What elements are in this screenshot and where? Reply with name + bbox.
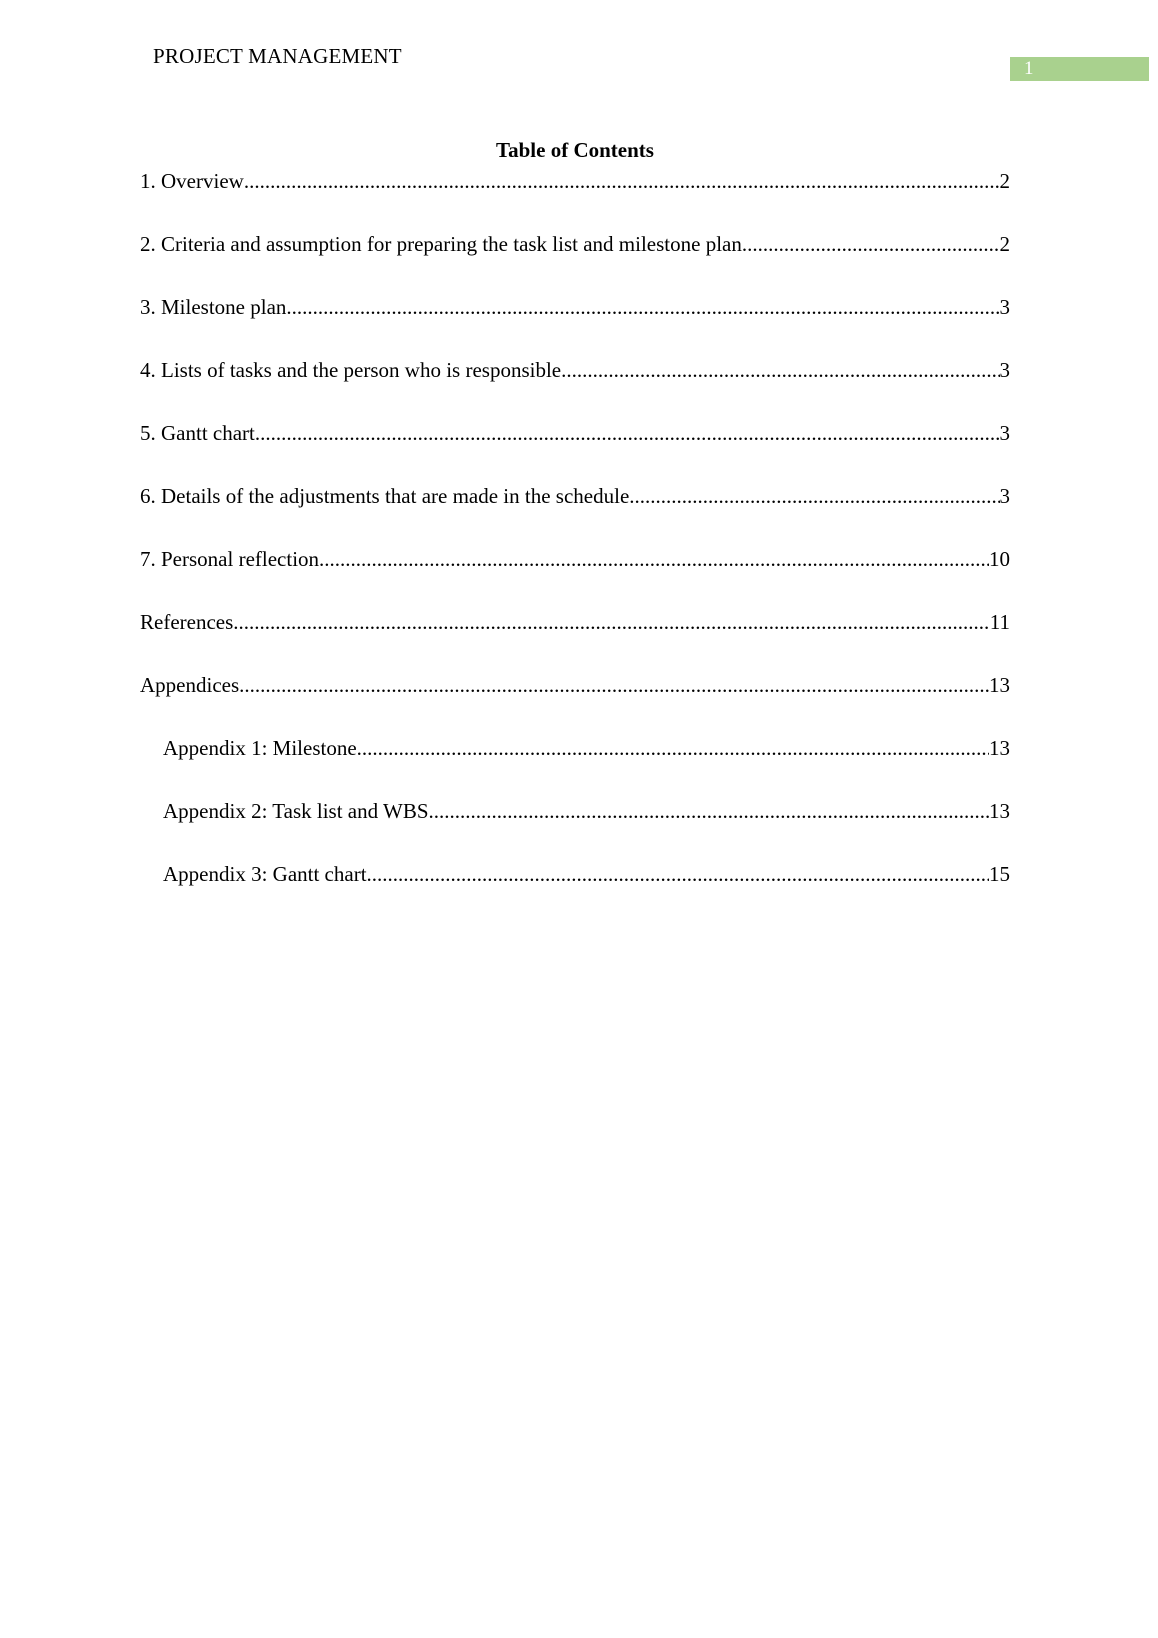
page-number-badge: 1 bbox=[1010, 57, 1149, 81]
toc-entry-page: 3 bbox=[999, 295, 1010, 319]
toc-entry-page: 13 bbox=[989, 799, 1010, 823]
dot-leader bbox=[629, 483, 999, 509]
toc-entry-label: 4. Lists of tasks and the person who is responsible bbox=[140, 358, 562, 382]
toc-entry-gantt-chart[interactable] bbox=[140, 420, 1010, 483]
toc-entry-references[interactable] bbox=[140, 609, 1010, 672]
toc-entry-label: Appendices bbox=[140, 673, 240, 697]
toc-entry-label: Appendix 2: Task list and WBS bbox=[163, 799, 429, 823]
dot-leader bbox=[561, 357, 999, 383]
toc-entry-label: References bbox=[140, 610, 234, 634]
toc-entry-label: 7. Personal reflection bbox=[140, 547, 320, 571]
toc-entry-label: Appendix 3: Gantt chart bbox=[163, 862, 367, 886]
toc-entry-page: 3 bbox=[999, 358, 1010, 382]
dot-leader bbox=[319, 546, 989, 572]
toc-entry-personal-reflection[interactable] bbox=[140, 546, 1010, 609]
toc-entry-page: 3 bbox=[999, 421, 1010, 445]
toc-entry-page: 11 bbox=[989, 610, 1010, 634]
dot-leader bbox=[286, 294, 999, 320]
dot-leader bbox=[255, 420, 1000, 446]
toc-entry-page: 2 bbox=[999, 232, 1010, 256]
toc-entry-label: 6. Details of the adjustments that are made in the schedule bbox=[140, 484, 630, 508]
table-of-contents bbox=[140, 168, 1010, 924]
dot-leader bbox=[239, 672, 989, 698]
toc-entry-criteria[interactable] bbox=[140, 231, 1010, 294]
toc-entry-label: 5. Gantt chart bbox=[140, 421, 255, 445]
toc-entry-label: 3. Milestone plan bbox=[140, 295, 287, 319]
running-head: PROJECT MANAGEMENT bbox=[153, 44, 402, 68]
dot-leader bbox=[244, 168, 1000, 194]
dot-leader bbox=[357, 735, 989, 761]
dot-leader bbox=[233, 609, 989, 635]
toc-entry-page: 15 bbox=[989, 862, 1010, 886]
toc-entry-appendix-3[interactable] bbox=[140, 861, 1010, 924]
toc-entry-appendix-1[interactable] bbox=[140, 735, 1010, 798]
toc-entry-schedule-adjustments[interactable] bbox=[140, 483, 1010, 546]
dot-leader bbox=[367, 861, 989, 887]
toc-title: Table of Contents bbox=[496, 138, 654, 162]
dot-leader bbox=[742, 231, 1000, 257]
toc-entry-milestone-plan[interactable] bbox=[140, 294, 1010, 357]
toc-entry-page: 10 bbox=[989, 547, 1010, 571]
toc-entry-page: 13 bbox=[989, 673, 1010, 697]
toc-entry-overview[interactable] bbox=[140, 168, 1010, 231]
toc-entry-appendices[interactable] bbox=[140, 672, 1010, 735]
toc-entry-page: 3 bbox=[999, 484, 1010, 508]
toc-entry-task-lists[interactable] bbox=[140, 357, 1010, 420]
toc-entry-label: Appendix 1: Milestone bbox=[163, 736, 357, 760]
dot-leader bbox=[429, 798, 989, 824]
toc-entry-page: 13 bbox=[989, 736, 1010, 760]
toc-entry-label: 2. Criteria and assumption for preparing the task list and milestone plan bbox=[140, 232, 742, 256]
toc-entry-appendix-2[interactable] bbox=[140, 798, 1010, 861]
toc-entry-page: 2 bbox=[999, 169, 1010, 193]
toc-entry-label: 1. Overview bbox=[140, 169, 244, 193]
